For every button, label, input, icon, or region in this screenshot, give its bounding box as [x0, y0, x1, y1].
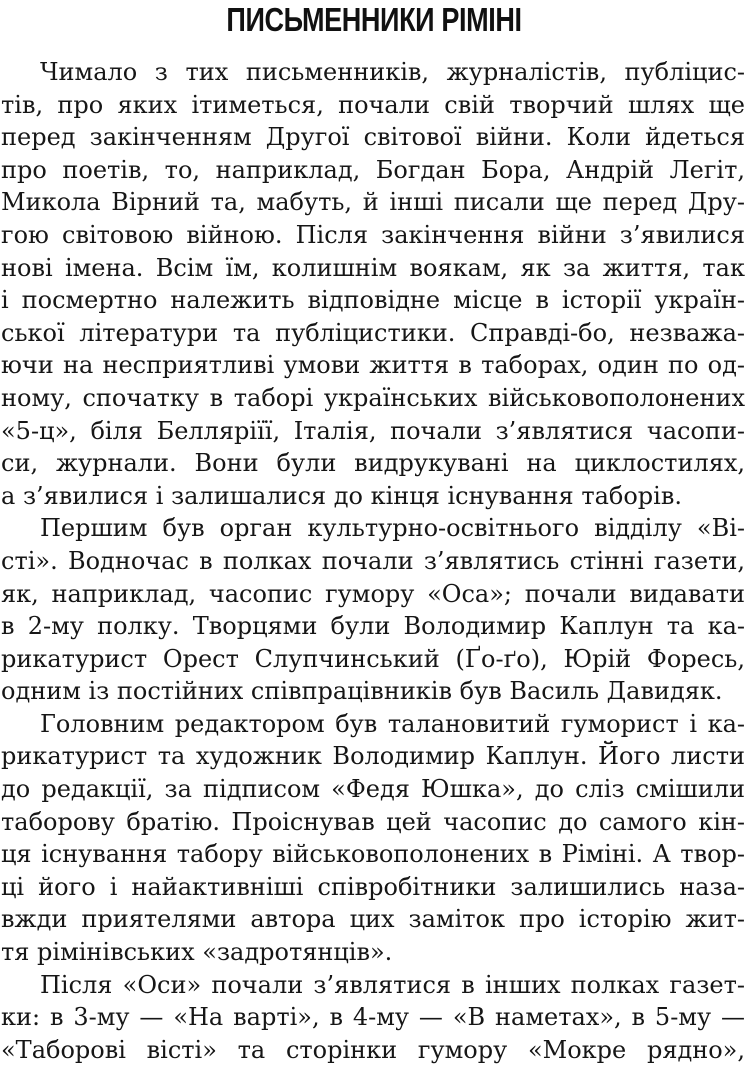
text-line-content: рикатурист Орест Слупчинський (Ґо-ґо), Юрій Форесь, — [1, 644, 745, 673]
text-line — [1, 578, 747, 611]
text-line-content: Головним редактором був талановитий гуморист і ка- — [40, 709, 745, 738]
text-line — [1, 480, 747, 513]
text-line-content: Після «Оси» почали з’являтися в інших полках газет- — [40, 970, 745, 999]
text-line-content: ської літератури та публіцистики. Справді-бо, незважа- — [1, 318, 745, 347]
text-line — [1, 545, 747, 578]
text-line-content: як, наприклад, часопис гумору «Оса»; почали видавати — [1, 579, 745, 608]
text-line — [1, 219, 747, 252]
text-line — [1, 154, 747, 187]
text-line-content: про поетів, то, наприклад, Богдан Бора, Андрій Легіт, — [1, 155, 745, 184]
text-line-content: одним із постійних співпрацівників був Василь Давидяк. — [1, 677, 723, 706]
text-line-content: сті». Водночас в полках почали з’являтись стінні газети, — [1, 546, 745, 575]
text-line — [1, 284, 747, 317]
text-line — [1, 675, 747, 708]
paragraph — [1, 512, 747, 708]
text-line — [1, 1034, 747, 1067]
text-line — [1, 936, 747, 969]
paragraph — [1, 56, 747, 512]
text-line — [1, 1001, 747, 1034]
text-line-content: ючи на несприятливі умови життя в таборах, один по од- — [1, 351, 745, 380]
text-line — [1, 838, 747, 871]
text-line — [1, 969, 747, 1002]
text-line — [1, 512, 747, 545]
text-line — [1, 871, 747, 904]
article-body — [1, 56, 747, 1066]
paragraph — [1, 969, 747, 1067]
text-line-content: а з’явилися і залишалися до кінця існування таборів. — [1, 481, 682, 510]
text-line — [1, 806, 747, 839]
text-line-content: в 2-му полку. Творцями були Володимир Каплун та ка- — [1, 612, 745, 641]
text-line-content: вжди приятелями автора цих заміток про історію жит- — [1, 905, 745, 934]
text-line — [1, 447, 747, 480]
text-line-content: таборову братію. Проіснував цей часопис до самого кін- — [1, 807, 745, 836]
text-line — [1, 89, 747, 122]
text-line-content: Чимало з тих письменників, журналістів, публіцис- — [40, 58, 745, 86]
text-line-content: і посмертно належить відповідне місце в історії україн- — [1, 286, 745, 315]
text-line — [1, 252, 747, 285]
text-line — [1, 349, 747, 382]
text-line-content: ки: в 3-му — «На варті», в 4-му — «В наметах», в 5-му — — [1, 1003, 745, 1032]
text-line-content: гою світовою війною. Після закінчення війни з’явилися — [1, 220, 745, 249]
text-line — [1, 708, 747, 741]
text-line — [1, 186, 747, 219]
text-line — [1, 382, 747, 415]
text-line-content: «Таборові вісті» та сторінки гумору «Мокре рядно», — [1, 1035, 745, 1064]
text-line-content: ці його і найактивніші співробітники залишились наза- — [1, 872, 745, 901]
text-line-content: Першим був орган культурно-освітнього відділу «Ві- — [40, 514, 745, 543]
text-line-content: «5-ц», біля Белляріїї, Італія, почали з’являтися часопи- — [1, 416, 745, 445]
text-line-content: до редакції, за підписом «Федя Юшка», до сліз смішили — [1, 775, 745, 804]
text-line — [1, 643, 747, 676]
text-line-content: рикатурист та художник Володимир Каплун. Його листи — [1, 742, 745, 771]
text-line-content: тів, про яких ітиметься, почали свій творчий шлях ще — [1, 90, 745, 119]
text-line-content: тя рімінівських «задротянців». — [1, 938, 393, 967]
text-line-content: Микола Вірний та, мабуть, й інші писали ще перед Дру- — [1, 188, 745, 217]
text-line-content: ному, спочатку в таборі українських військовополонених — [1, 383, 745, 412]
text-line — [1, 740, 747, 773]
paragraph — [1, 708, 747, 969]
text-line — [1, 903, 747, 936]
page-title: ПИСЬМЕННИКИ РІМІНІ — [226, 1, 522, 38]
text-line — [1, 415, 747, 448]
text-line — [1, 56, 747, 89]
text-line — [1, 773, 747, 806]
text-line-content: ця існування табору військовополонених в Ріміні. А твор- — [1, 840, 745, 869]
text-line-content: перед закінченням Другої світової війни. Коли йдеться — [1, 123, 745, 152]
text-line — [1, 317, 747, 350]
text-line — [1, 610, 747, 643]
text-line-content: нові імена. Всім їм, колишнім воякам, як за життя, так — [1, 253, 745, 282]
text-line-content: си, журнали. Вони були видрукувані на циклостилях, — [1, 449, 745, 478]
text-line — [1, 121, 747, 154]
